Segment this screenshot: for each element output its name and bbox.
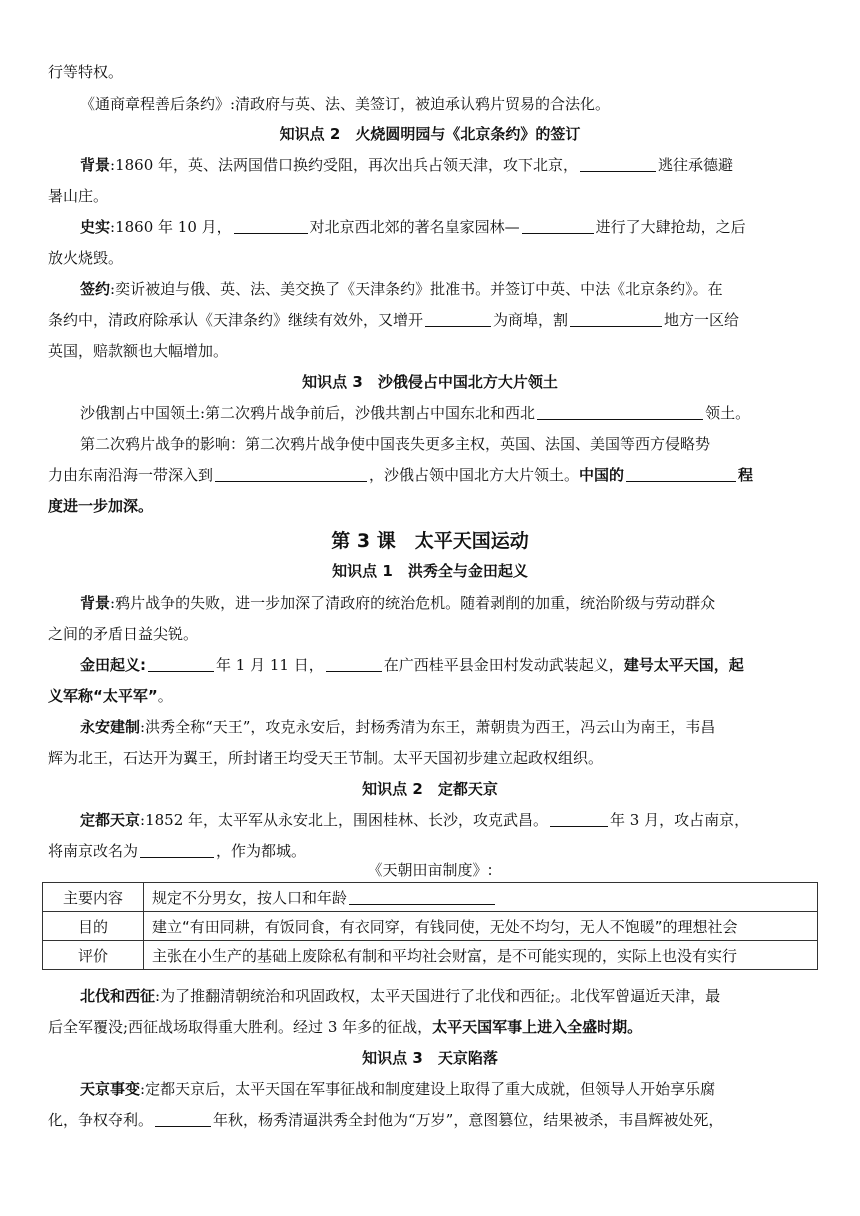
text: 辉为北王，石达开为翼王，所封诸王均受天王节制。太平天国初步建立起政权组织。 — [48, 749, 604, 767]
term-label: 天京事变 — [80, 1080, 141, 1098]
paragraph-line — [80, 94, 818, 114]
text: 暑山庄。 — [48, 187, 109, 205]
fill-blank[interactable] — [570, 312, 662, 327]
section-heading: 知识点 3 天京陷落 — [362, 1049, 498, 1067]
text: :奕䜣被迫与俄、英、法、美交换了《天津条约》批准书。并签订中英、中法《北京条约》。在 — [110, 280, 723, 298]
paragraph-line — [80, 403, 818, 423]
fill-blank[interactable] — [155, 1112, 211, 1127]
fill-blank[interactable] — [234, 219, 308, 234]
text: 进行了大肆抢劫，之后 — [595, 218, 746, 236]
text: 。 — [157, 687, 173, 705]
section-heading: 知识点 2 火烧圆明园与《北京条约》的签订 — [279, 125, 581, 143]
fill-blank[interactable] — [140, 843, 214, 858]
paragraph-line — [80, 655, 818, 675]
text: 条约中，清政府除承认《天津条约》继续有效外，又增开 — [48, 311, 424, 329]
text: :为了推翻清朝统治和巩固政权，太平天国进行了北伐和西征;。北伐军曾逼近天津，最 — [155, 987, 721, 1005]
fill-blank[interactable] — [550, 812, 608, 827]
paragraph-line — [48, 1110, 818, 1130]
paragraph-line — [80, 1079, 818, 1099]
text: :1852 年，太平军从永安北上，围困桂林、长沙，攻克武昌。 — [140, 811, 549, 829]
paragraph-line — [48, 465, 818, 485]
bold-text: 太平天国军事上进入全盛时期。 — [432, 1018, 643, 1036]
text: 行等特权。 — [48, 63, 124, 81]
land-system-table — [42, 882, 818, 970]
fill-blank[interactable] — [425, 312, 491, 327]
row-value — [144, 883, 818, 912]
fill-blank[interactable] — [537, 405, 703, 420]
text: 放火烧毁。 — [48, 249, 124, 267]
paragraph-line — [80, 217, 818, 237]
text: 领土。 — [705, 404, 751, 422]
table-row — [43, 883, 818, 912]
text: :1860 年，英、法两国借口换约受阻，再次出兵占领天津，攻下北京， — [110, 156, 579, 174]
section-heading: 知识点 1 洪秀全与金田起义 — [332, 562, 528, 580]
text: 英国，赔款额也大幅增加。 — [48, 342, 229, 360]
text: :1860 年 10 月， — [110, 218, 232, 236]
row-header: 目的 — [43, 912, 144, 941]
text: 沙俄割占中国领土:第二次鸦片战争前后，沙俄共割占中国东北和西北 — [80, 404, 536, 422]
text: :定都天京后，太平天国在军事征战和制度建设上取得了重大成就，但领导人开始享乐腐 — [140, 1080, 716, 1098]
term-label: 永安建制 — [80, 718, 141, 736]
paragraph-line — [48, 496, 818, 516]
cell-text: 规定不分男女，按人口和年龄 — [152, 888, 348, 907]
text: 力由东南沿海一带深入到 — [48, 466, 214, 484]
table-row — [43, 941, 818, 970]
text: 《通商章程善后条约》:清政府与英、法、美签订，被迫承认鸦片贸易的合法化。 — [80, 95, 611, 113]
text: ，沙俄占领中国北方大片领土。 — [369, 466, 580, 484]
bold-text: 度进一步加深。 — [48, 497, 154, 515]
table-row — [43, 912, 818, 941]
lesson-title: 第 3 课 太平天国运动 — [331, 530, 529, 552]
term-label: 金田起义: — [80, 656, 146, 674]
text: 逃往承德避 — [658, 156, 734, 174]
fill-blank[interactable] — [349, 890, 495, 905]
text: 第二次鸦片战争的影响：第二次鸦片战争使中国丧失更多主权，英国、法国、美国等西方侵略势 — [80, 435, 711, 453]
paragraph-line — [48, 62, 818, 82]
fill-blank[interactable] — [326, 657, 382, 672]
fill-blank[interactable] — [148, 657, 214, 672]
paragraph-line — [48, 686, 818, 706]
text: 年 1 月 11 日， — [216, 656, 324, 674]
term-label: 背景 — [80, 594, 111, 612]
bold-text: 中国的 — [579, 466, 625, 484]
row-value: 主张在小生产的基础上废除私有制和平均社会财富，是不可能实现的，实际上也没有实行 — [144, 941, 818, 970]
paragraph-line — [80, 593, 818, 613]
paragraph-line — [80, 279, 818, 299]
text: ，作为都城。 — [216, 842, 307, 860]
bold-text: 义军称“太平军” — [48, 687, 158, 705]
row-header: 评价 — [43, 941, 144, 970]
fill-blank[interactable] — [580, 157, 656, 172]
term-label: 签约 — [80, 280, 111, 298]
section-heading: 知识点 3 沙俄侵占中国北方大片领土 — [302, 373, 558, 391]
text: 地方一区给 — [664, 311, 740, 329]
text: 为商埠，割 — [493, 311, 569, 329]
paragraph-line — [80, 986, 818, 1006]
fill-blank[interactable] — [522, 219, 594, 234]
caption-colon: : — [487, 861, 493, 879]
paragraph-line — [48, 748, 818, 768]
section-heading: 知识点 2 定都天京 — [362, 780, 498, 798]
term-label: 定都天京 — [80, 811, 141, 829]
row-header: 主要内容 — [43, 883, 144, 912]
paragraph-line — [48, 248, 818, 268]
paragraph-line — [48, 624, 818, 644]
paragraph-line — [48, 841, 818, 861]
paragraph-line — [48, 186, 818, 206]
bold-text: 程 — [738, 466, 754, 484]
paragraph-line — [48, 310, 818, 330]
text: 之间的矛盾日益尖锐。 — [48, 625, 199, 643]
paragraph-line — [80, 810, 818, 830]
paragraph-line — [80, 434, 818, 454]
table-caption — [0, 860, 860, 880]
fill-blank[interactable] — [215, 467, 367, 482]
caption-text: 《天朝田亩制度》 — [367, 861, 488, 879]
term-label: 背景 — [80, 156, 111, 174]
row-value: 建立“有田同耕，有饭同食，有衣同穿，有钱同使，无处不均匀，无人不饱暖”的理想社会 — [144, 912, 818, 941]
text: :洪秀全称“天王”，攻克永安后，封杨秀清为东王，萧朝贵为西王，冯云山为南王，韦昌 — [140, 718, 716, 736]
text: :鸦片战争的失败，进一步加深了清政府的统治危机。随着剥削的加重，统治阶级与劳动群众 — [110, 594, 716, 612]
paragraph-line — [80, 717, 818, 737]
text: 在广西桂平县金田村发动武装起义， — [383, 656, 624, 674]
text: 年 3 月，攻占南京， — [610, 811, 750, 829]
bold-text: 建号太平天国，起 — [623, 656, 744, 674]
text: 化，争权夺利。 — [48, 1111, 154, 1129]
text: 将南京改名为 — [48, 842, 139, 860]
paragraph-line — [48, 341, 818, 361]
text: 年秋，杨秀清逼洪秀全封他为“万岁”，意图篡位，结果被杀，韦昌辉被处死， — [213, 1111, 724, 1129]
fill-blank[interactable] — [626, 467, 736, 482]
text: 对北京西北郊的著名皇家园林— — [309, 218, 520, 236]
text: 后全军覆没;西征战场取得重大胜利。经过 3 年多的征战， — [48, 1018, 433, 1036]
paragraph-line — [48, 1017, 818, 1037]
term-label: 北伐和西征 — [80, 987, 156, 1005]
term-label: 史实 — [80, 218, 111, 236]
paragraph-line — [80, 155, 818, 175]
